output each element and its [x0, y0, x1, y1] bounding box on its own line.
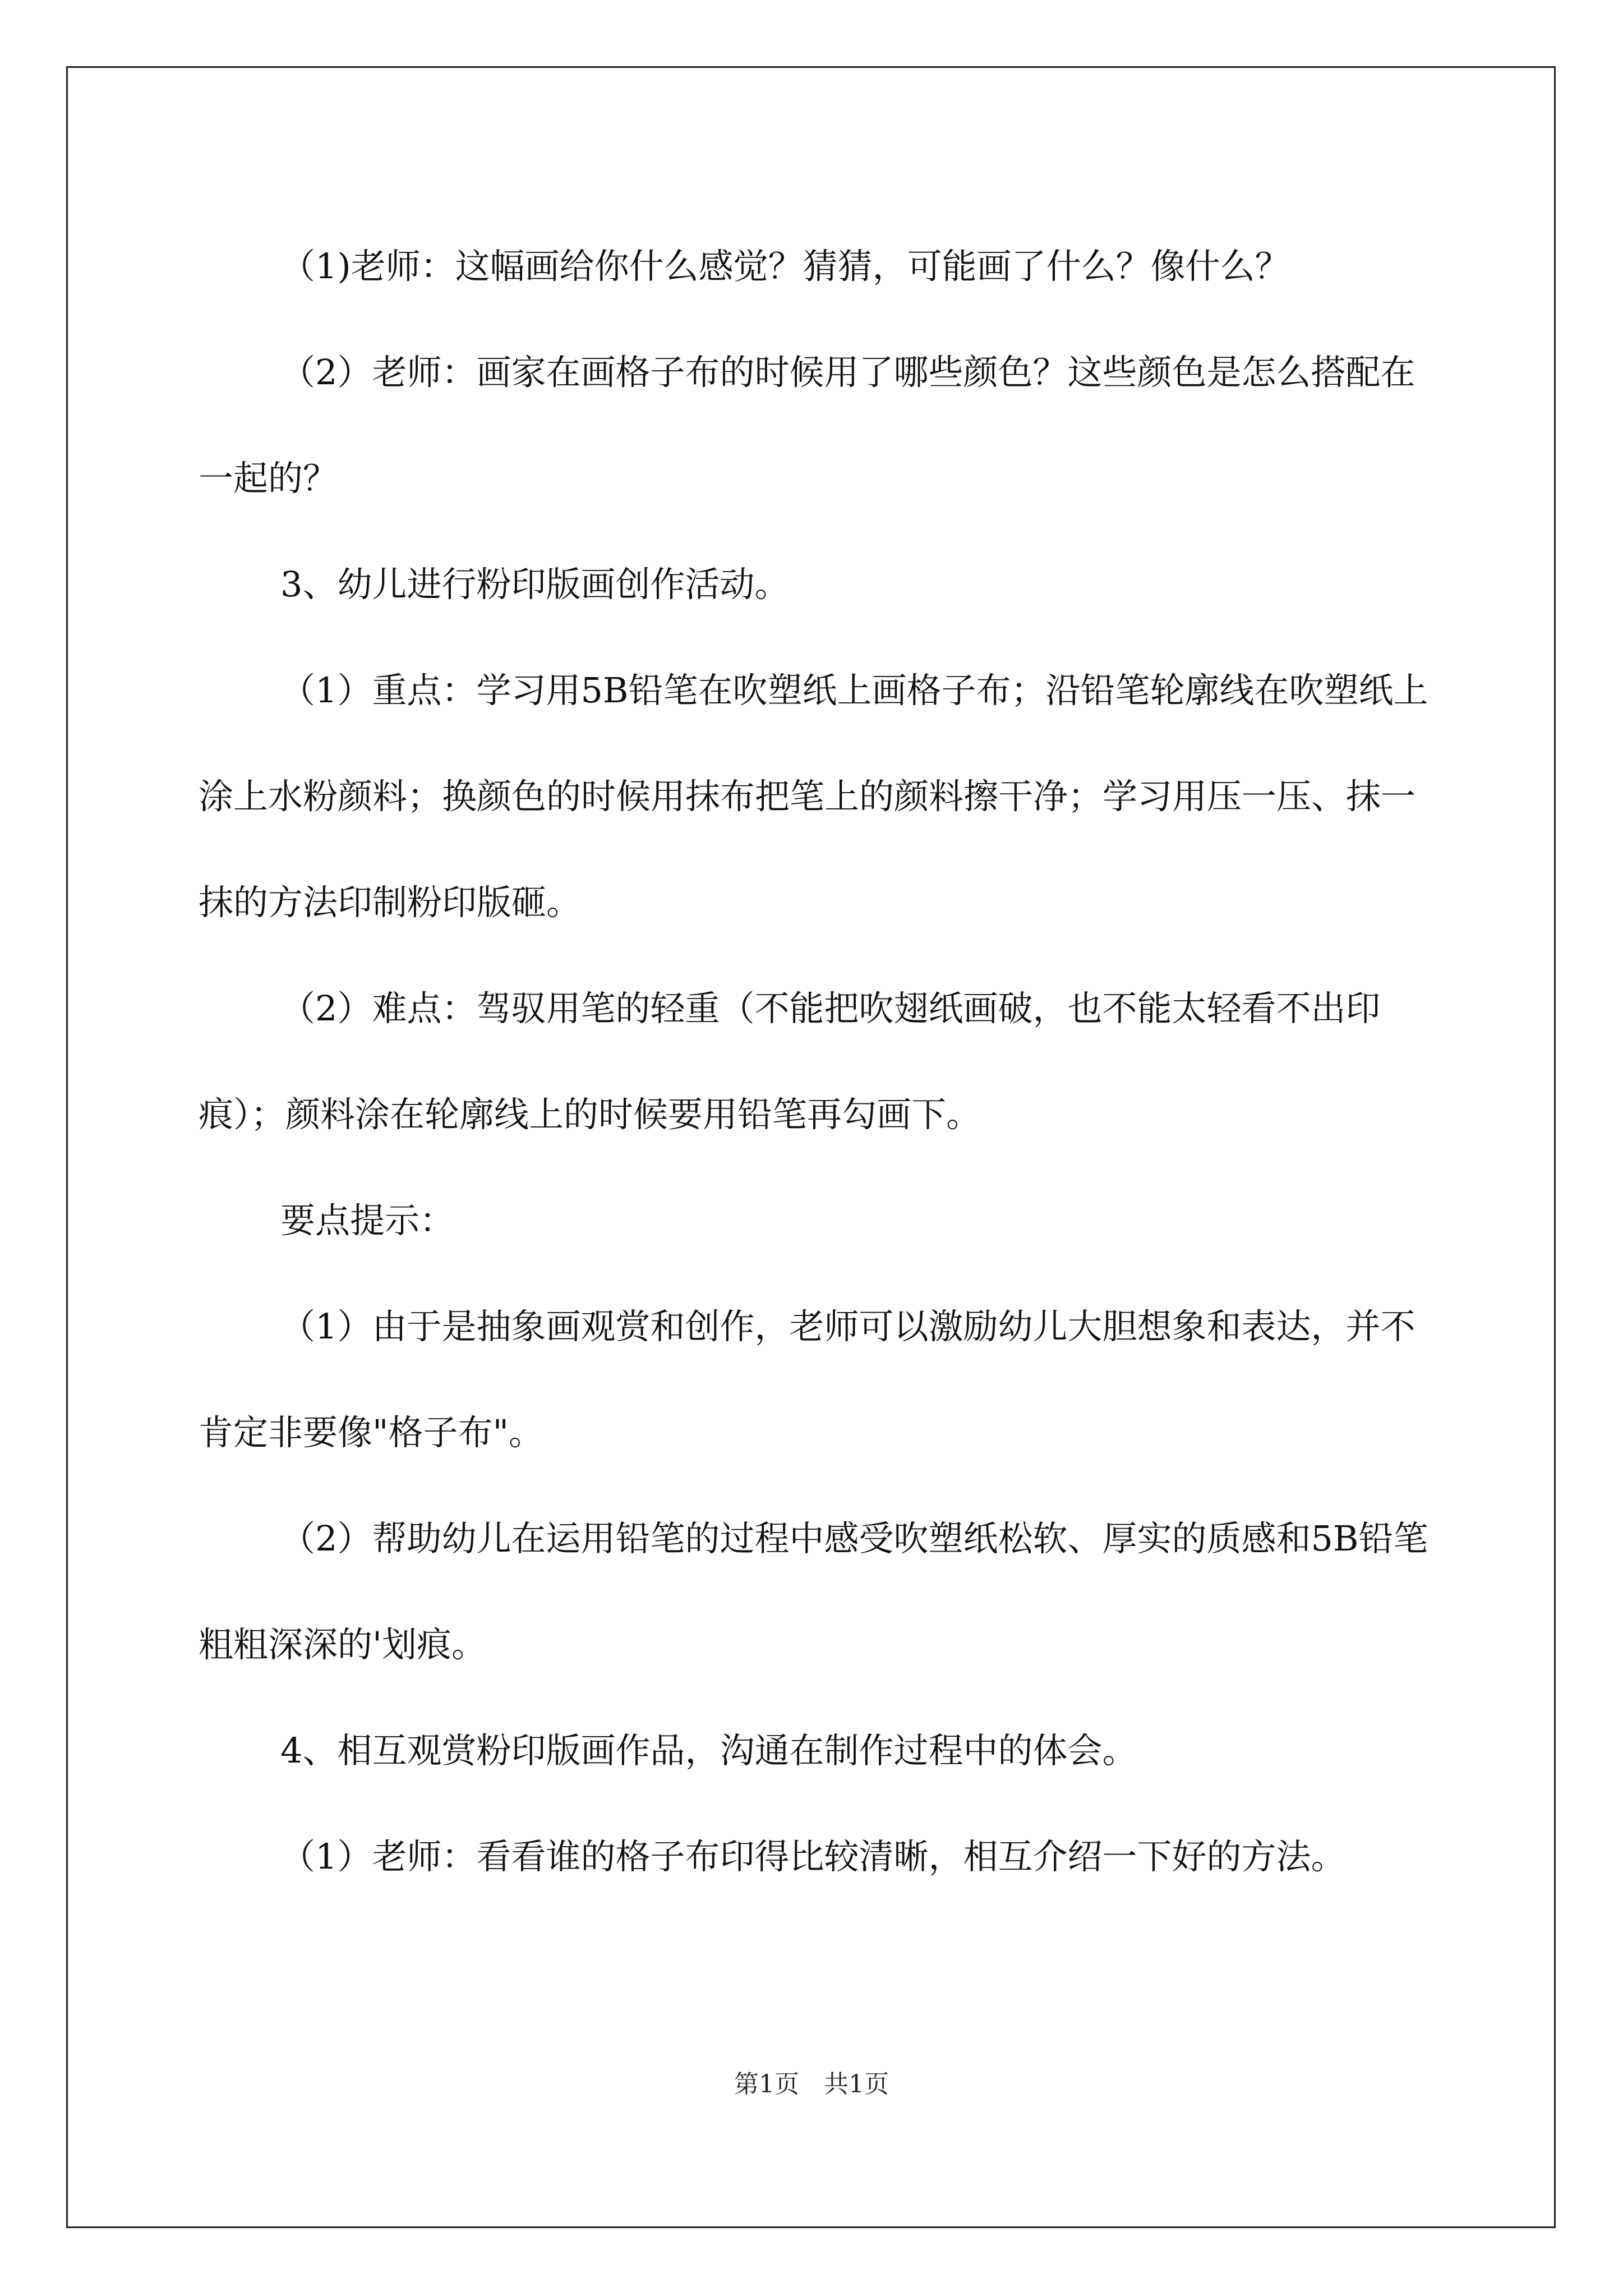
paragraph-9: 4、相互观赏粉印版画作品，沟通在制作过程中的体会。	[280, 1730, 1137, 1771]
paragraph-1: （1)老师：这幅画给你什么感觉？猜猜，可能画了什么？像什么？	[280, 246, 1290, 287]
paragraph-2: （2）老师：画家在画格子布的时候用了哪些颜色？这些颜色是怎么搭配在一起的？	[199, 352, 1415, 499]
paragraph-3: 3、幼儿进行粉印版画创作活动。	[280, 564, 790, 605]
paragraph-10: （1）老师：看看谁的格子布印得比较清晰，相互介绍一下好的方法。	[280, 1836, 1346, 1877]
paragraph-4: （1）重点：学习用5B铅笔在吹塑纸上画格子布；沿铅笔轮廓线在吹塑纸上涂上水粉颜料；换颜色的时候用抹布把笔上的颜料擦干净；学习用压一压、抹一抹的方法印制粉印版砸。	[199, 670, 1428, 923]
document-body	[199, 213, 1442, 1910]
page-footer: 第1页 共1页	[734, 2070, 889, 2099]
paragraph-5: （2）难点：驾驭用笔的轻重（不能把吹翅纸画破，也不能太轻看不出印痕）；颜料涂在轮廓线上的时候要用铅笔再勾画下。	[199, 988, 1381, 1135]
paragraph-8: （2）帮助幼儿在运用铅笔的过程中感受吹塑纸松软、厚实的质感和5B铅笔粗粗深深的'划痕。	[199, 1518, 1428, 1665]
paragraph-7: （1）由于是抽象画观赏和创作，老师可以激励幼儿大胆想象和表达，并不肯定非要像"格子布"。	[199, 1306, 1415, 1453]
paragraph-6: 要点提示：	[280, 1200, 455, 1241]
